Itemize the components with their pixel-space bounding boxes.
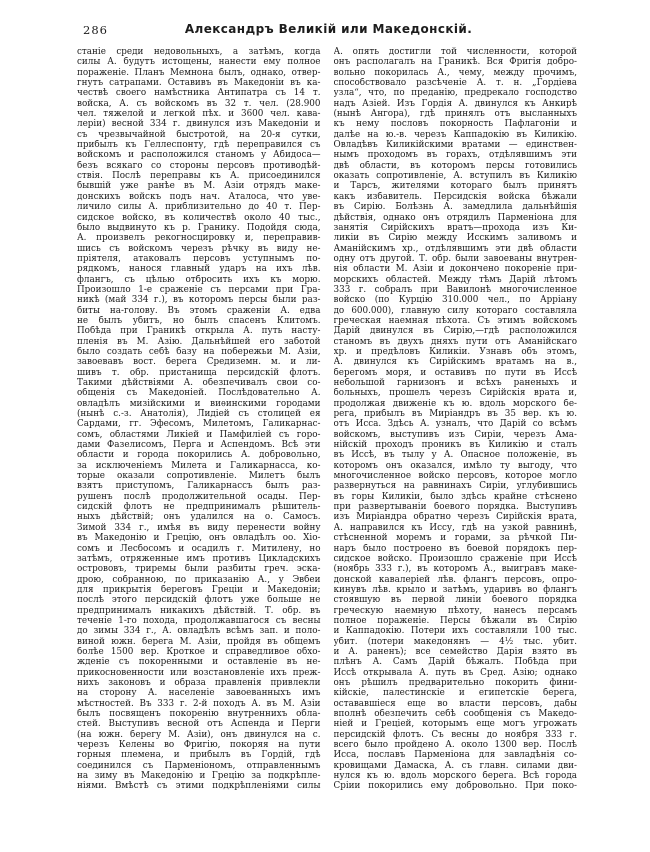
text-line: А. произвелъ рекогносцировку и, переправив-: [77, 233, 321, 244]
text-line: станіе среди недовольныхъ, а затѣмъ, когда: [77, 47, 321, 57]
text-line: силы А. будутъ истощены, нанести ему полное: [77, 57, 321, 68]
text-line: овладѣлъ мизійскими и виѳинскими городами: [77, 398, 321, 409]
text-line: теченіе 1-го похода, продолжавшагося съ весны: [77, 615, 321, 626]
text-line: Исса, пославъ Парменіона для завладѣнія со-: [333, 750, 577, 761]
text-line: дѣйствія, однако онъ отрядилъ Парменіона для: [333, 212, 577, 223]
text-line: сидское войско. Произошло сраженіе при Иссѣ: [333, 553, 577, 564]
text-line: плѣнъ А. Самъ Дарій бѣжалъ. Побѣда при: [333, 657, 577, 668]
text-line: чел. тяжелой и легкой пѣх. и 3600 чел. кава-: [77, 109, 321, 120]
text-line: войско (по Курцію 310.000 чел., по Арріану: [333, 295, 577, 306]
text-line: онъ располагалъ на Граникѣ. Вся Фригія добро-: [333, 57, 577, 68]
text-line: сидское войско, въ количествѣ около 40 тыс.,: [77, 212, 321, 223]
text-line: нымъ проходомъ въ горахъ, отдѣлявшимъ эти: [333, 150, 577, 161]
text-line: гнутъ сатрапами. Оставивъ въ Македоніи въ ка-: [77, 78, 321, 89]
text-line: войскомъ, выступивъ изъ Сиріи, черезъ Ама-: [333, 429, 577, 440]
text-line: отъ Исса. Здѣсь А. узналъ, что Дарій со всѣмъ: [333, 419, 577, 430]
text-line: нихъ законовъ и образа правленія привлекли: [77, 677, 321, 688]
text-line: бывшій уже ранѣе въ М. Азіи отрядъ маке-: [77, 181, 321, 192]
text-line: надъ Азіей. Изъ Гордія А. двинулся къ Анкирѣ: [333, 98, 577, 109]
text-line: многочисленное войско персовъ, которое могло: [333, 471, 577, 482]
text-line: А. двинулся къ Сирійскимъ вратамъ на в.,: [333, 357, 577, 368]
text-line: донскихъ войскъ подъ нач. Аталоса, что уве-: [77, 191, 321, 202]
text-line: сидскій флотъ не предпринималъ рѣшитель-: [77, 502, 321, 513]
text-line: Сардами, гг. Эфесомъ, Милетомъ, Галикарнас-: [77, 419, 321, 430]
text-line: Иссѣ открывала А. путь въ Сред. Азію; однако: [333, 667, 577, 678]
text-line: способствовало разсѣченіе А. т. н. „Гордіева: [333, 78, 577, 89]
text-line: въ Сирію. Болѣзнь А. замедлила дальнѣйшія: [333, 202, 577, 213]
text-line: вольно покорилась А., чему, между прочимъ,: [333, 67, 577, 78]
text-line: Сріии покорились ему добровольно. При поко-: [333, 781, 577, 792]
text-line: станомъ въ двухъ дняхъ пути отъ Аманійскаго: [333, 336, 577, 347]
text-line: Побѣда при Граникѣ открыла А. путь насту-: [77, 326, 321, 337]
text-line: соединился съ Парменіономъ, отправленнымъ: [77, 760, 321, 771]
text-body: [77, 47, 577, 792]
text-line: послѣ этого персидскій флотъ уже больше не: [77, 595, 321, 606]
text-line: морскихъ областей. Между тѣмъ Дарій лѣтомъ: [333, 274, 577, 285]
text-line: нійскій проходъ проникъ въ Киликію и сталъ: [333, 440, 577, 451]
text-line: изъ Миріандра обратно черезъ Сирійскія врата,: [333, 512, 577, 523]
text-line: ствія. Послѣ переправы къ А. присоединился: [77, 171, 321, 182]
text-line: Аманійскимъ хр., отдѣлявшимъ эти двѣ области: [333, 243, 577, 254]
text-line: на сторону А. населеніе завоеванныхъ имъ: [77, 688, 321, 699]
text-line: за исключеніемъ Милета и Галикарнасса, ко-: [77, 460, 321, 471]
text-line: жденіе съ покоренными и оставленіе въ не-: [77, 657, 321, 668]
text-line: донской кавалеріей лѣв. флангъ персовъ, опро-: [333, 574, 577, 585]
page-number: 286: [83, 23, 108, 37]
text-line: пораженіе. Планъ Мемнона былъ, однако, отвер-: [77, 67, 321, 78]
running-title: Александръ Великій или Македонскій.: [184, 22, 473, 36]
text-line: одну отъ другой. Т. обр. были завоеваны внутрен-: [333, 253, 577, 264]
text-line: остававшіеся еще во власти персовъ, дабы: [333, 698, 577, 709]
text-line: Зимой 334 г., имѣя въ виду перенести войну: [77, 522, 321, 533]
text-line: въ Иссѣ, въ тылу у А. Опасное положеніе, въ: [333, 450, 577, 461]
text-line: флангъ, съ цѣлью отбросить ихъ къ морю.: [77, 274, 321, 285]
page-header: [77, 22, 580, 38]
text-line: рега, прибылъ въ Миріандръ въ 35 вер. къ ю.: [333, 409, 577, 420]
text-line: (на южн. берегу М. Азіи), онъ двинулся на с.: [77, 729, 321, 740]
text-line: берегомъ моря, и оставивъ по пути въ Иссѣ: [333, 367, 577, 378]
text-line: личило силы А. приблизительно до 40 т. Пер-: [77, 202, 321, 213]
text-line: кровищами Дамаска, А. съ главн. силами дви-: [333, 760, 577, 771]
text-line: виной южн. берега М. Азіи, пройдя въ общемъ: [77, 636, 321, 647]
text-line: и А. раненъ); все семейство Дарія взято въ: [333, 646, 577, 657]
text-line: и Тарсъ, жителями котораго былъ принятъ: [333, 181, 577, 192]
text-line: ныхъ дѣйствій; онъ удалился на о. Самосъ.: [77, 512, 321, 523]
text-line: А. опять достигли той численности, которой: [333, 47, 577, 57]
text-line: стей. Выступивъ весной отъ Аспенда и Перги: [77, 719, 321, 730]
text-line: до зимы 334 г., А. овладѣлъ всѣмъ зап. и поло-: [77, 626, 321, 637]
text-line: (нынѣ Ангора), гдѣ принялъ отъ высланныхъ: [333, 109, 577, 120]
text-line: полное пораженіе. Персы бѣжали въ Сирію: [333, 615, 577, 626]
text-line: прибылъ къ Геллеспонту, гдѣ переправился съ: [77, 140, 321, 151]
text-line: леріи) весной 334 г. двинулся изъ Македоніи и: [77, 119, 321, 130]
text-line: Произошло 1-е сраженіе съ персами при Гра-: [77, 284, 321, 295]
text-line: сомъ, областями Ликіей и Памфиліей съ горо-: [77, 429, 321, 440]
text-line: завоевавъ вост. берега Средиземн. м. и ли-: [77, 357, 321, 368]
text-line: болѣе 1500 вер. Кроткое и справедливое обхо-: [77, 646, 321, 657]
text-line: (нынѣ с.-з. Анатолія), Лидіей съ столицей ея: [77, 409, 321, 420]
text-line: не былъ убитъ, но былъ спасенъ Клитомъ.: [77, 315, 321, 326]
text-line: чествѣ своего намѣстника Антипатра съ 14 т.: [77, 88, 321, 99]
text-line: стѣсненной моремъ и горами, за рѣчкой Пи-: [333, 533, 577, 544]
text-line: персидскій флотъ. Съ весны до ноября 333 г.: [333, 729, 577, 740]
text-line: въ горы Киликіи, было здѣсь крайне стѣснено: [333, 491, 577, 502]
text-line: на зиму въ Македонію и Грецію за подкрѣпле-: [77, 771, 321, 782]
text-line: биты на-голову. Въ этомъ сраженіи А. едва: [77, 305, 321, 316]
text-line: рядкомъ, нанося главный ударъ на ихъ лѣв.: [77, 264, 321, 275]
text-line: Дарій двинулся въ Сирію,—гдѣ расположился: [333, 326, 577, 337]
text-line: взятъ приступомъ, Галикарнассъ былъ раз-: [77, 481, 321, 492]
text-line: стоявшую въ первой линіи боевого порядка: [333, 595, 577, 606]
text-line: сомъ и Лесбосомъ и осадилъ г. Митилену, но: [77, 543, 321, 554]
text-line: до 600.000), главную силу котораго составляла: [333, 305, 577, 316]
text-line: хр. и предѣловъ Киликіи. Узнавъ объ этомъ,: [333, 346, 577, 357]
text-line: двѣ области, въ которомъ персы готовились: [333, 160, 577, 171]
text-line: Такими дѣйствіями А. обезпечивалъ свои со-: [77, 378, 321, 388]
text-line: было создать себѣ базу на побережьи М. Азіи,: [77, 346, 321, 357]
text-line: больныхъ, прошелъ черезъ Сирійскія врата и,: [333, 388, 577, 399]
text-line: затѣмъ, отряженные имъ противъ Цикладскихъ: [77, 553, 321, 564]
text-line: которомъ онъ оказался, имѣло ту выгоду, что: [333, 460, 577, 471]
text-line: мѣстностей. Въ 333 г. 2-й походъ А. въ М. Азіи: [77, 698, 321, 709]
text-line: наръ было построено въ боевой порядокъ пер-: [333, 543, 577, 554]
text-line: кинувъ лѣв. крыло и затѣмъ, ударивъ во флангъ: [333, 584, 577, 595]
text-line: торые оказали сопротивленіе. Милетъ былъ: [77, 471, 321, 482]
text-line: всего было пройдено А. около 1300 вер. Послѣ: [333, 740, 577, 751]
text-line: греческую наемную пѣхоту, нанесъ персамъ: [333, 605, 577, 616]
text-line: прикосновенности или возстановленіе ихъ преж-: [77, 667, 321, 678]
text-column-right: [334, 47, 578, 792]
text-line: рушенъ послѣ продолжительной осады. Пер-: [77, 491, 321, 502]
text-line: вполнѣ обезпечить себѣ сообщенія съ Македо-: [333, 709, 577, 719]
text-line: былъ посвященъ покоренію внутреннихъ обла-: [77, 709, 321, 719]
text-line: черезъ Келены во Фригію, покоряя на пути: [77, 740, 321, 751]
text-line: къ нему пословъ покорность Пафлагоніи и: [333, 119, 577, 130]
text-line: безъ всякаго со стороны персовъ противодѣй-: [77, 160, 321, 171]
text-line: занятія Сирійскихъ вратъ—прохода изъ Ки-: [333, 222, 577, 233]
text-line: узла“, что, по преданію, предрекало господство: [333, 88, 577, 99]
text-line: предпринималъ никакихъ дѣйствій. Т. обр. въ: [77, 605, 321, 616]
text-line: ніями. Вмѣстѣ съ этими подкрѣпленіями силы: [77, 781, 321, 792]
text-line: небольшой гарнизонъ и всѣхъ раненыхъ и: [333, 378, 577, 388]
text-line: съ чрезвычайной быстротой, на 20-я сутки,: [77, 129, 321, 140]
text-line: оказать сопротивленіе, А. вступилъ въ Киликію: [333, 171, 577, 182]
text-line: кійскіе, палестинскіе и египетскіе берега,: [333, 688, 577, 699]
text-line: въ Македонію и Грецію, онъ овладѣлъ оо. Хіо-: [77, 533, 321, 544]
text-line: общенія съ Македоніей. Послѣдовательно А.: [77, 388, 321, 399]
text-line: и Каппадокію. Потери ихъ составляли 100 тыс.: [333, 626, 577, 637]
text-line: какъ избавитель. Персидскія войска бѣжали: [333, 191, 577, 202]
text-line: при развертываніи боевого порядка. Выступивъ: [333, 502, 577, 513]
text-line: Овладѣвъ Киликійскими вратами — единствен-: [333, 140, 577, 151]
text-line: убит. (потери македонянъ — 4½ тыс. убит.: [333, 636, 577, 647]
text-line: для прикрытія береговъ Греціи и Македоніи;: [77, 584, 321, 595]
text-line: продолжая движеніе къ ю. вдоль морского бе-: [333, 398, 577, 409]
text-line: шись съ войскомъ черезъ рѣчку въ виду не-: [77, 243, 321, 254]
text-line: А. направился къ Иссу, гдѣ на узкой равнинѣ,: [333, 522, 577, 533]
text-line: пріятеля, атаковалъ персовъ уступнымъ по-: [77, 253, 321, 264]
text-line: никѣ (май 334 г.), въ которомъ персы были раз-: [77, 295, 321, 306]
text-line: нулся къ ю. вдоль морского берега. Всѣ города: [333, 771, 577, 782]
text-line: острововъ, триремы были разбиты греч. эска-: [77, 564, 321, 575]
text-column-left: [77, 47, 321, 792]
text-line: дами Фазелисомъ, Перга и Аспендомъ. Всѣ эти: [77, 440, 321, 451]
text-line: ликіи въ Сирію между Исскимъ заливомъ и: [333, 233, 577, 244]
text-line: (ноябрь 333 г.), въ которомъ А., выигравъ маке-: [333, 564, 577, 575]
text-line: области и города покорились А. добровольно,: [77, 450, 321, 461]
text-line: горныя племена, и прибылъ въ Гордій, гдѣ: [77, 750, 321, 761]
text-line: было выдвинуто къ р. Гранику. Подойдя сюда,: [77, 222, 321, 233]
text-line: 333 г. собралъ при Вавилонѣ многочисленное: [333, 284, 577, 295]
text-line: дрою, собранною, по приказанію А., у Эвбеи: [77, 574, 321, 585]
text-line: шивъ т. обр. пристанища персидскій флотъ.: [77, 367, 321, 378]
text-line: нія области М. Азіи и докончено покореніе при-: [333, 264, 577, 275]
text-line: пленія въ М. Азію. Дальнѣйшей его заботой: [77, 336, 321, 347]
text-line: войска, А. съ войскомъ въ 32 т. чел. (28.900: [77, 98, 321, 109]
text-line: ніей и Греціей, которымъ еще могъ угрожать: [333, 719, 577, 730]
text-line: развернуться на равнинахъ Сиріи, углубившись: [333, 481, 577, 492]
text-line: далѣе на ю.-в. черезъ Каппадокію въ Киликію.: [333, 129, 577, 140]
text-line: греческая наемная пѣхота. Съ этимъ войскомъ: [333, 315, 577, 326]
text-line: войскомъ и расположился станомъ у Абидоса—: [77, 150, 321, 161]
text-line: онъ рѣшилъ предварительно покорить фини-: [333, 677, 577, 688]
